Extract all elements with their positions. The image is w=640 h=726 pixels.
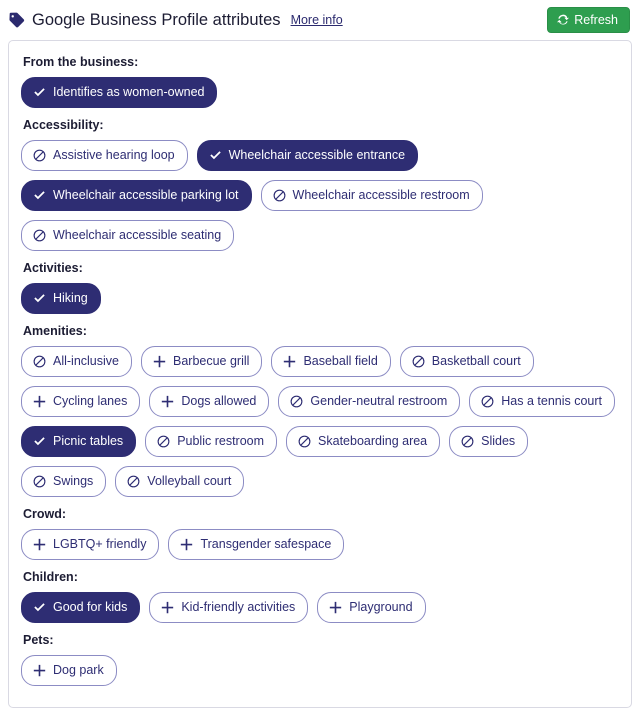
attribute-chip[interactable] [21, 220, 234, 251]
attribute-group-title: Pets: [23, 633, 54, 647]
attribute-chip-label: Identifies as women-owned [53, 85, 205, 100]
plus-icon [161, 601, 174, 614]
no-entry-icon [290, 395, 303, 408]
attribute-chip[interactable] [197, 140, 418, 171]
attribute-chip[interactable] [149, 386, 269, 417]
attribute-group-title: Amenities: [23, 324, 87, 338]
attribute-group [21, 507, 619, 560]
attribute-chip[interactable] [21, 346, 132, 377]
attribute-groups [21, 55, 619, 686]
check-icon [33, 601, 46, 614]
attribute-chip[interactable] [21, 466, 106, 497]
plus-icon [161, 395, 174, 408]
attribute-chip-label: Transgender safespace [200, 537, 332, 552]
attribute-group [21, 55, 619, 108]
attribute-chip-label: Gender-neutral restroom [310, 394, 448, 409]
attribute-group-title: Children: [23, 570, 78, 584]
attribute-chip-label: LGBTQ+ friendly [53, 537, 147, 552]
plus-icon [33, 538, 46, 551]
attribute-chip[interactable] [168, 529, 344, 560]
refresh-button[interactable] [547, 7, 630, 34]
attribute-chip[interactable] [469, 386, 615, 417]
attribute-chip[interactable] [271, 346, 390, 377]
attribute-chip-label: Dogs allowed [181, 394, 257, 409]
attribute-chip[interactable] [21, 529, 159, 560]
attribute-chip-label: Picnic tables [53, 434, 124, 449]
attribute-chip[interactable] [145, 426, 277, 457]
no-entry-icon [298, 435, 311, 448]
attribute-chip[interactable] [21, 592, 140, 623]
attribute-chip[interactable] [21, 180, 252, 211]
attribute-chip-label: Playground [349, 600, 413, 615]
no-entry-icon [481, 395, 494, 408]
attribute-chip[interactable] [149, 592, 308, 623]
page-header [0, 0, 640, 40]
refresh-icon [557, 14, 569, 26]
attribute-chip-label: Wheelchair accessible seating [53, 228, 222, 243]
attribute-chip-label: Basketball court [431, 354, 521, 369]
attribute-chip-list [21, 283, 619, 314]
plus-icon [329, 601, 342, 614]
attribute-chip-label: Swings [53, 474, 94, 489]
attribute-chip-label: Wheelchair accessible restroom [292, 188, 470, 203]
plus-icon [153, 355, 166, 368]
more-info-link[interactable]: More info [290, 13, 343, 27]
attribute-chip-list [21, 655, 619, 686]
attribute-chip-list [21, 140, 619, 251]
plus-icon [33, 664, 46, 677]
attribute-group [21, 261, 619, 314]
attribute-chip[interactable] [317, 592, 425, 623]
attribute-group [21, 324, 619, 497]
no-entry-icon [412, 355, 425, 368]
attribute-chip-label: All-inclusive [53, 354, 119, 369]
attribute-chip-list [21, 77, 619, 108]
attribute-chip[interactable] [449, 426, 528, 457]
no-entry-icon [273, 189, 286, 202]
attribute-chip-list [21, 592, 619, 623]
attribute-chip[interactable] [286, 426, 440, 457]
attribute-chip-label: Wheelchair accessible parking lot [53, 188, 239, 203]
page-title: Google Business Profile attributes [32, 10, 281, 29]
refresh-button-label: Refresh [574, 12, 618, 27]
attribute-chip[interactable] [21, 386, 140, 417]
attribute-group-title: From the business: [23, 55, 139, 69]
attribute-chip-label: Public restroom [177, 434, 265, 449]
attribute-chip-list [21, 346, 619, 497]
attribute-chip-label: Dog park [53, 663, 104, 678]
attribute-group [21, 633, 619, 686]
attribute-chip[interactable] [21, 140, 188, 171]
attribute-chip-label: Skateboarding area [318, 434, 428, 449]
attribute-group-title: Crowd: [23, 507, 67, 521]
attribute-chip-label: Barbecue grill [173, 354, 250, 369]
no-entry-icon [461, 435, 474, 448]
attribute-chip[interactable] [21, 283, 101, 314]
no-entry-icon [33, 149, 46, 162]
attribute-chip[interactable] [115, 466, 244, 497]
attribute-chip-label: Kid-friendly activities [181, 600, 296, 615]
attribute-chip[interactable] [141, 346, 262, 377]
check-icon [209, 149, 222, 162]
check-icon [33, 189, 46, 202]
no-entry-icon [33, 355, 46, 368]
attributes-card [8, 40, 632, 708]
attribute-chip-label: Good for kids [53, 600, 128, 615]
attribute-chip-label: Assistive hearing loop [53, 148, 175, 163]
attribute-chip-label: Has a tennis court [501, 394, 603, 409]
attribute-group-title: Accessibility: [23, 118, 104, 132]
no-entry-icon [157, 435, 170, 448]
tag-icon [8, 11, 26, 29]
attribute-group-title: Activities: [23, 261, 83, 275]
check-icon [33, 292, 46, 305]
attribute-chip[interactable] [278, 386, 460, 417]
attribute-chip-label: Wheelchair accessible entrance [228, 148, 406, 163]
attribute-chip-label: Volleyball court [147, 474, 232, 489]
plus-icon [283, 355, 296, 368]
check-icon [33, 435, 46, 448]
attribute-group [21, 118, 619, 251]
no-entry-icon [33, 229, 46, 242]
plus-icon [33, 395, 46, 408]
attribute-chip-list [21, 529, 619, 560]
attribute-chip-label: Hiking [53, 291, 88, 306]
attribute-chip-label: Baseball field [303, 354, 378, 369]
attribute-chip[interactable] [21, 426, 136, 457]
attribute-chip[interactable] [400, 346, 534, 377]
no-entry-icon [127, 475, 140, 488]
attribute-chip-label: Cycling lanes [53, 394, 128, 409]
attribute-chip[interactable] [261, 180, 483, 211]
attribute-chip[interactable] [21, 655, 117, 686]
check-icon [33, 86, 46, 99]
no-entry-icon [33, 475, 46, 488]
attribute-group [21, 570, 619, 623]
attribute-chip-label: Slides [481, 434, 516, 449]
plus-icon [180, 538, 193, 551]
attribute-chip[interactable] [21, 77, 217, 108]
